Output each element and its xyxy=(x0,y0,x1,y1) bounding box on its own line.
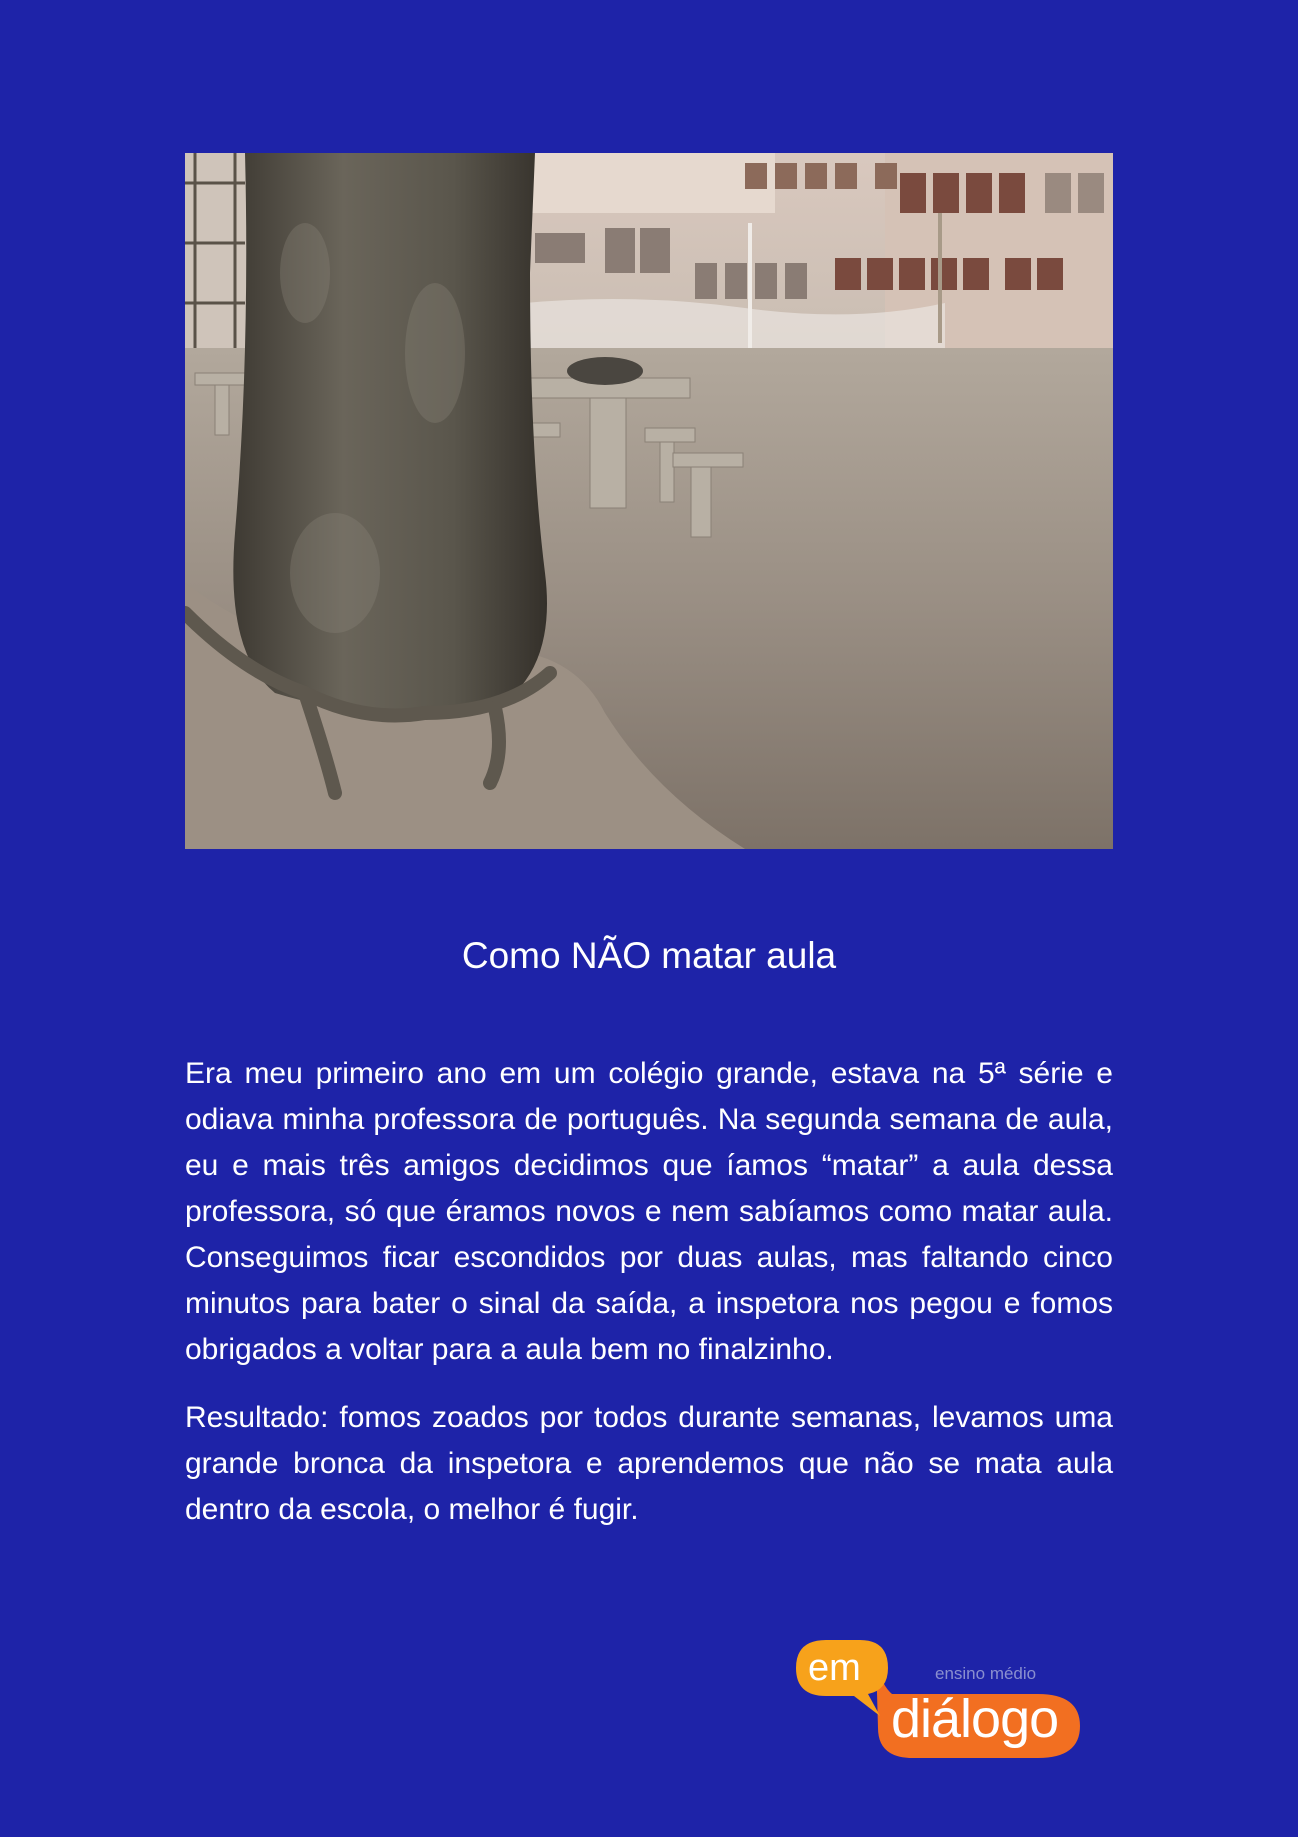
story-paragraph: Era meu primeiro ano em um colégio grande, estava na 5ª série e odiava minha professora de português. Na segunda semana de aula, eu e mais três amigos decidimos que íamos “matar” a aula dessa professora, só que éramos novos e nem sabíamos como matar aula. Conseguimos ficar escondidos por duas aulas, mas faltando cinco minutos para bater o sinal da saída, a inspetora nos pegou e fomos obrigados a voltar para a aula bem no finalzinho. xyxy=(185,1057,1113,1366)
schoolyard-photo xyxy=(185,153,1113,849)
story-paragraph: Resultado: fomos zoados por todos durante semanas, levamos uma grande bronca da inspetora e aprendemos que não se mata aula dentro da escola, o melhor é fugir. xyxy=(185,1401,1113,1526)
logo-main-text: diálogo xyxy=(891,1689,1059,1749)
page-title: Como NÃO matar aula xyxy=(461,935,837,976)
logo-tagline: ensino médio xyxy=(935,1664,1037,1683)
em-dialogo-logo xyxy=(788,1636,1088,1766)
story-text xyxy=(185,1051,1113,1555)
schoolyard-tree-photo-icon xyxy=(185,153,1113,849)
logo-em-text: em xyxy=(808,1647,861,1689)
